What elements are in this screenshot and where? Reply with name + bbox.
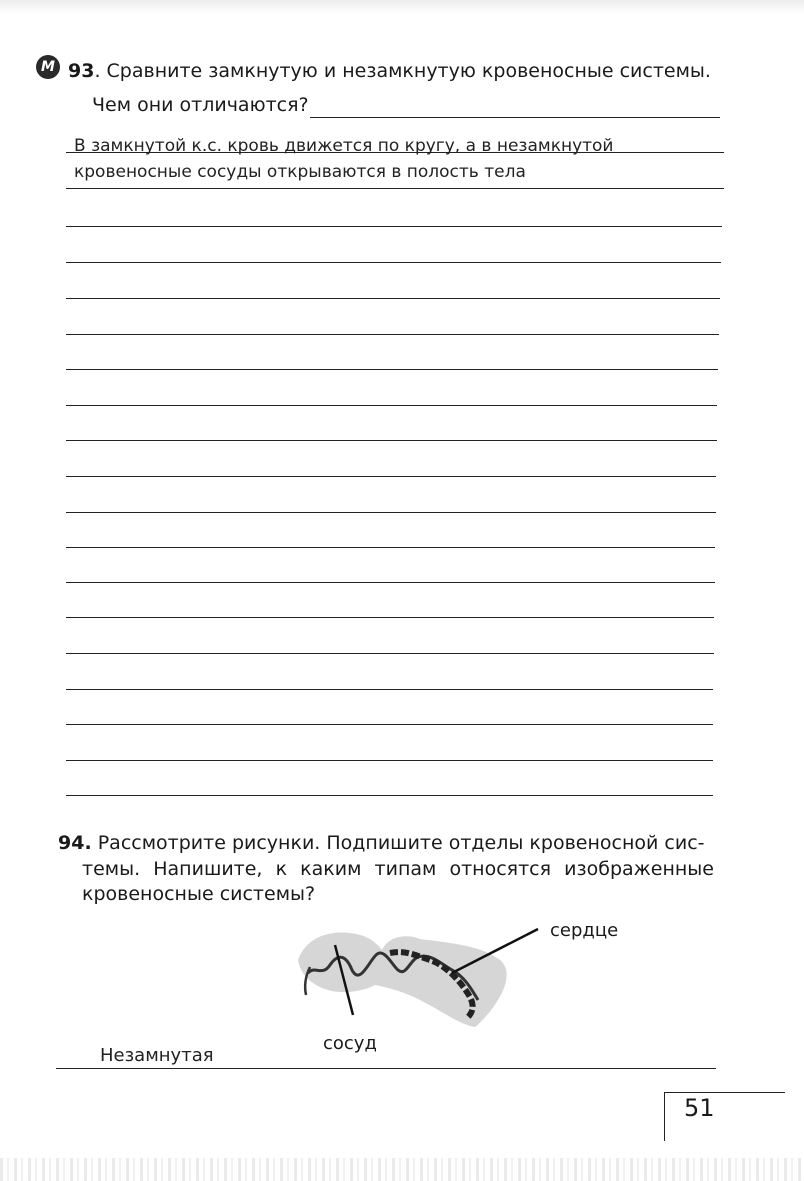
- task-94-text-line1: Рассмотрите рисунки. Подпишите отделы кровеносной сис-: [97, 832, 705, 854]
- task-93-heading: [68, 58, 738, 84]
- task-93-answer-line2: кровеносные сосуды открываются в полость тела: [74, 162, 526, 182]
- task-94-text-line2: темы. Напишите, к каким типам относятся изображенные: [82, 858, 714, 880]
- vessel-label: сосуд: [323, 1033, 377, 1054]
- answer-line[interactable]: [66, 582, 715, 583]
- answer-line[interactable]: [66, 689, 713, 690]
- heart-label: сердце: [550, 920, 619, 941]
- task-93-question-line2: Чем они отличаются?: [92, 94, 309, 116]
- answer-line[interactable]: [66, 226, 722, 227]
- answer-line[interactable]: [66, 617, 714, 618]
- task-94-text-line3: кровеносные системы?: [82, 883, 316, 905]
- answer-line[interactable]: [310, 117, 720, 118]
- answer-line[interactable]: [66, 547, 715, 548]
- answer-line[interactable]: [66, 405, 717, 406]
- mark-m-icon: М: [36, 55, 60, 79]
- task-93-question-line1: . Сравните замкнутую и незамкнутую кровеносные системы.: [94, 60, 711, 82]
- answer-line[interactable]: [66, 512, 716, 513]
- page-number-frame: [664, 1092, 785, 1141]
- answer-line[interactable]: [66, 476, 716, 477]
- answer-line[interactable]: [66, 152, 724, 153]
- answer-line[interactable]: [66, 298, 720, 299]
- page-number: 51: [684, 1094, 715, 1122]
- answer-line[interactable]: [66, 653, 714, 654]
- body-silhouette: [298, 932, 507, 1027]
- answer-line[interactable]: [66, 369, 718, 370]
- answer-line[interactable]: [66, 262, 721, 263]
- answer-line[interactable]: [66, 724, 713, 725]
- task-94-line1: [58, 830, 705, 856]
- answer-line[interactable]: [66, 334, 719, 335]
- task-94-answer: Незамнутая: [100, 1045, 214, 1066]
- task-94-number: 94.: [58, 832, 92, 854]
- task-93-answer-line1: В замкнутой к.с. кровь движется по кругу, а в незамкнутой: [74, 136, 614, 156]
- scan-bottom-edge: [0, 1158, 804, 1181]
- answer-line[interactable]: [66, 188, 724, 189]
- answer-line[interactable]: [66, 795, 713, 796]
- earthworm-circulatory-figure: [280, 915, 580, 1035]
- answer-line[interactable]: [66, 760, 713, 761]
- scan-top-edge: [0, 0, 804, 14]
- task-93-number: 93: [68, 60, 95, 82]
- answer-line[interactable]: [66, 440, 717, 441]
- answer-line[interactable]: [56, 1068, 716, 1069]
